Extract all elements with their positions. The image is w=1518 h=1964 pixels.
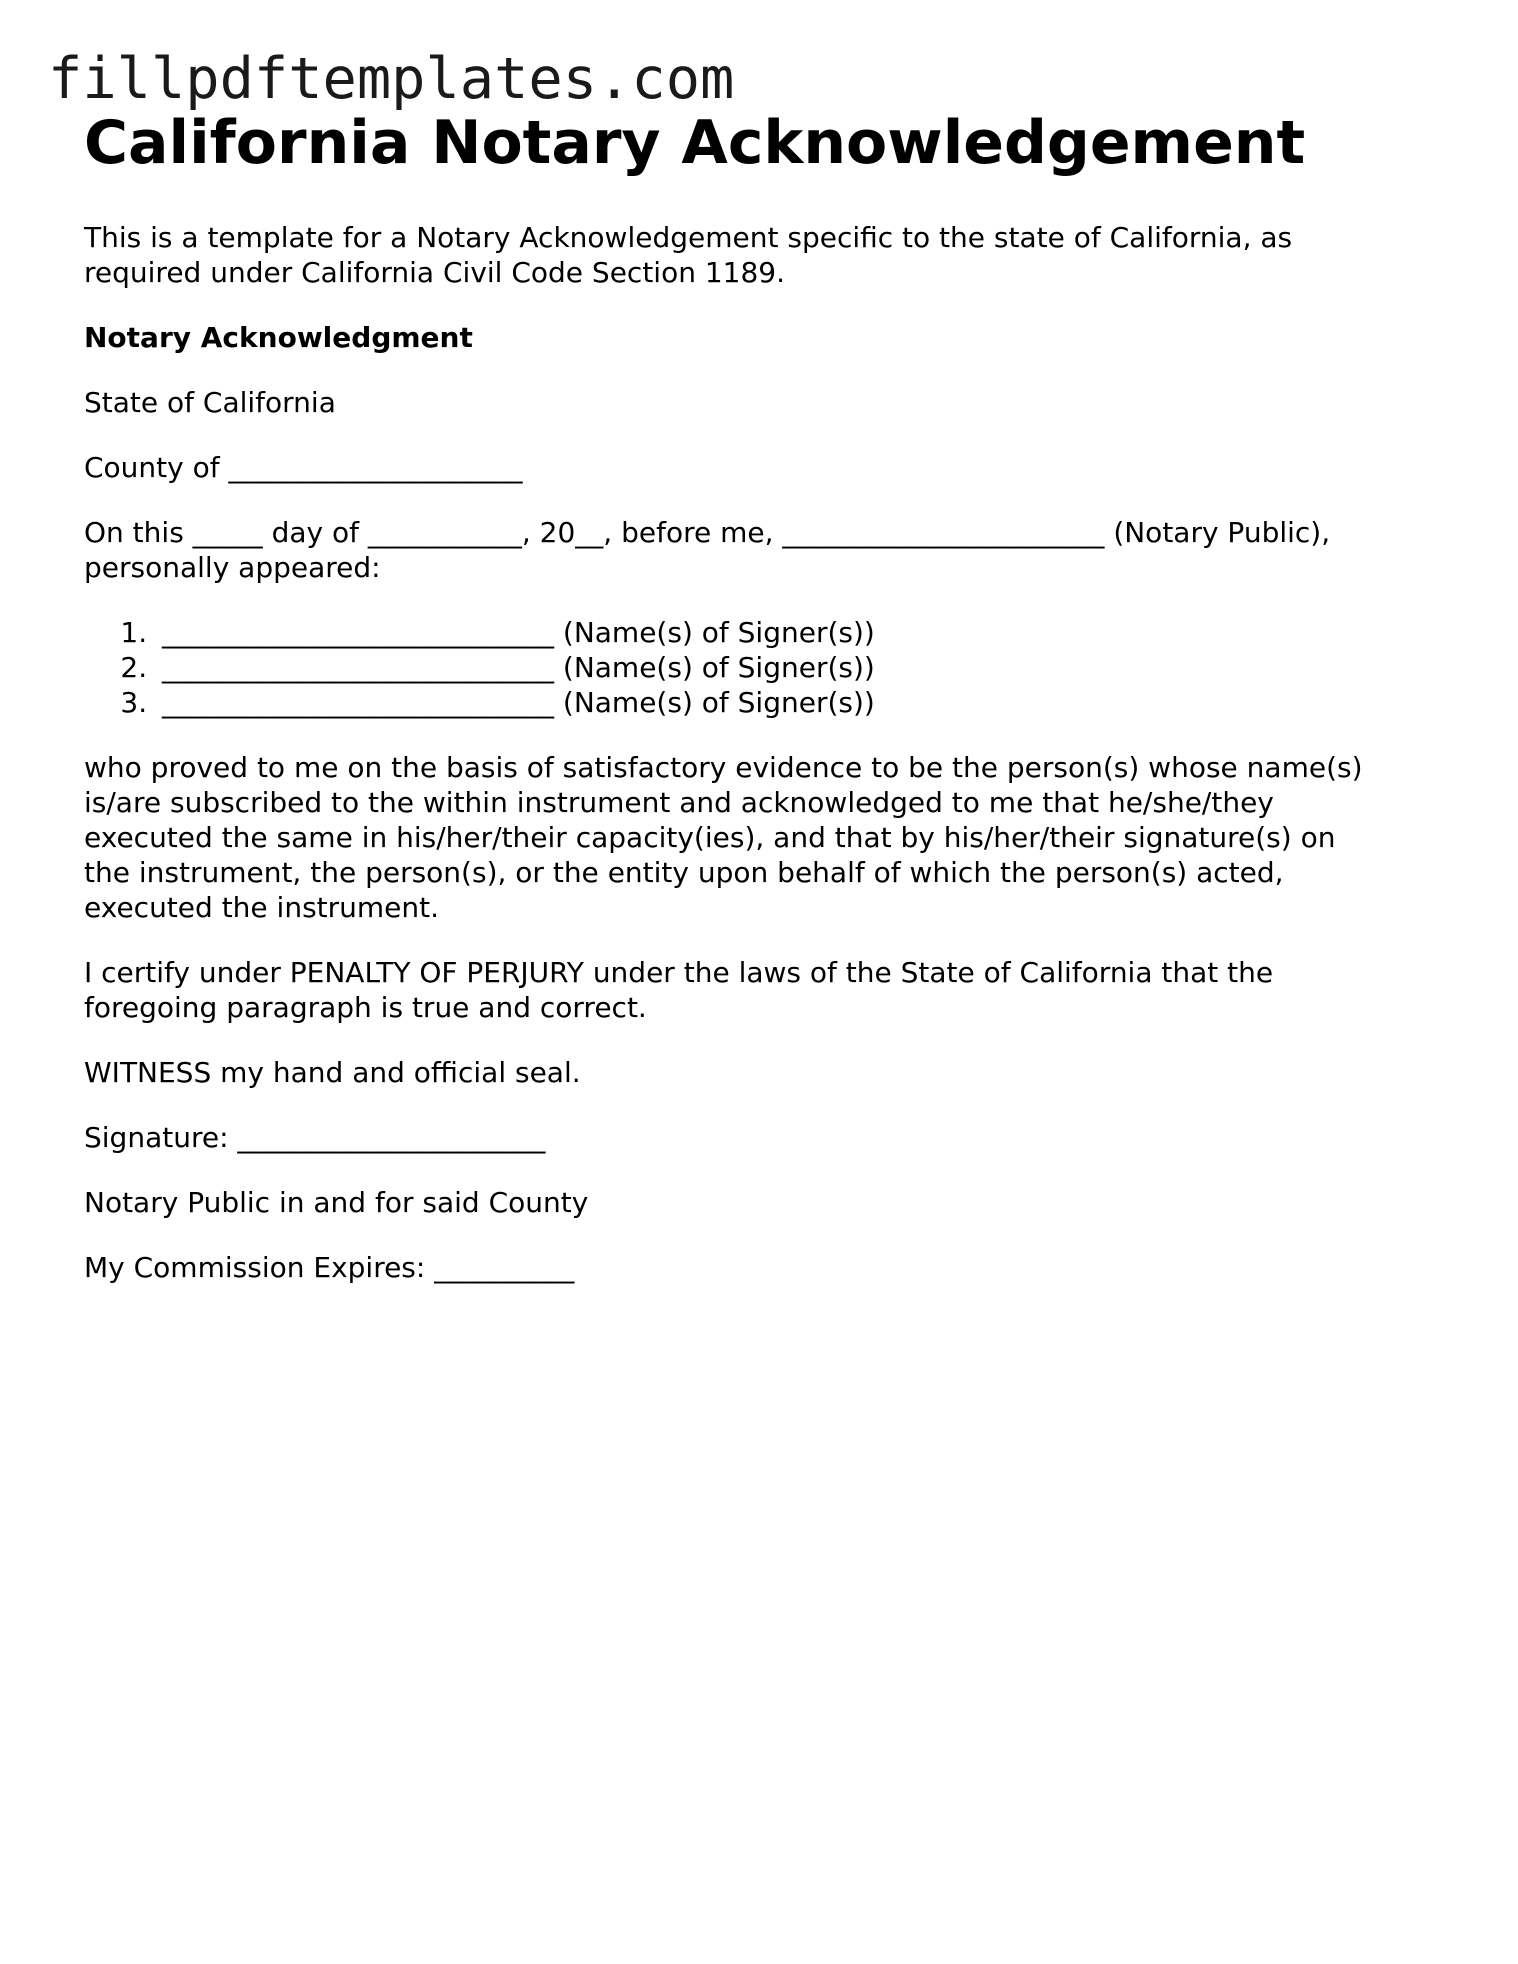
- state-line: State of California: [84, 386, 336, 419]
- document-title: California Notary Acknowledgement: [84, 108, 1306, 178]
- appearance-line: On this _____ day of ___________, 20__, before me, _______________________ (Notary Public), personally appeared:: [84, 516, 1331, 584]
- signer-item: 2. ____________________________ (Name(s) of Signer(s)): [156, 650, 1384, 685]
- certify-paragraph: I certify under PENALTY OF PERJURY under the laws of the State of California that the foregoing paragraph is true and correct.: [84, 956, 1274, 1024]
- intro-paragraph: This is a template for a Notary Acknowledgement specific to the state of California, as required under California Civil Code Section 1189.: [84, 221, 1293, 289]
- document-body: [84, 108, 1384, 1285]
- county-line: County of _____________________: [84, 451, 523, 484]
- watermark: fillpdftemplates.com: [48, 46, 735, 112]
- signer-list: [84, 615, 1384, 720]
- commission-line: My Commission Expires: __________: [84, 1251, 575, 1284]
- signer-item: 3. ____________________________ (Name(s) of Signer(s)): [156, 685, 1384, 720]
- witness-line: WITNESS my hand and official seal.: [84, 1056, 581, 1089]
- section-heading: Notary Acknowledgment: [84, 321, 473, 354]
- signer-item: 1. ____________________________ (Name(s) of Signer(s)): [156, 615, 1384, 650]
- notary-public-line: Notary Public in and for said County: [84, 1186, 589, 1219]
- proof-paragraph: who proved to me on the basis of satisfactory evidence to be the person(s) whose name(s) is/are subscribed to the within instrument and acknowledged to me that he/she/they executed the same in his/her/their capacity(ies), and that by his/her/their signature(s) on the instrument, the person(s), or the entity upon behalf of which the person(s) acted, executed the instrument.: [84, 751, 1363, 924]
- signature-line: Signature: ______________________: [84, 1121, 546, 1154]
